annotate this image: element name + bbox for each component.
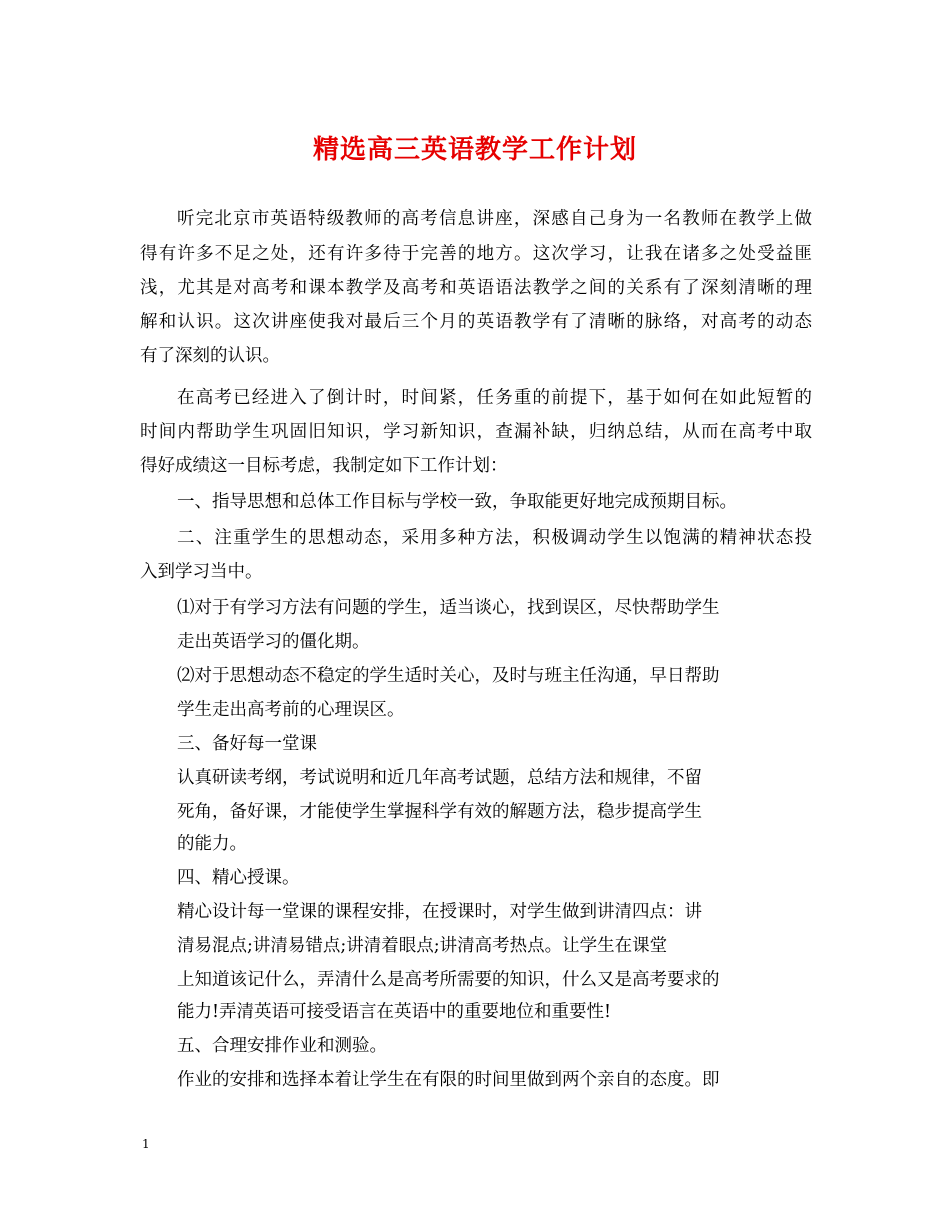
paragraph-line: 时间内帮助学生巩固旧知识，学习新知识，查漏补缺，归纳总结，从而在高考中取	[140, 422, 812, 442]
paragraph-line: ⑵对于思想动态不稳定的学生适时关心，及时与班主任沟通，早日帮助	[177, 666, 720, 686]
paragraph-line: 精心设计每一堂课的课程安排，在授课时，对学生做到讲清四点：讲	[177, 902, 702, 922]
paragraph-line: 入到学习当中。	[140, 562, 263, 582]
paragraph-line: 在高考已经进入了倒计时，时间紧，任务重的前提下，基于如何在如此短暂的	[177, 388, 812, 408]
paragraph-line: 的能力。	[177, 834, 247, 854]
paragraph-line: 解和认识。这次讲座使我对最后三个月的英语教学有了清晰的脉络，对高考的动态	[140, 312, 812, 332]
paragraph-line: 能力!弄清英语可接受语言在英语中的重要地位和重要性!	[177, 1002, 612, 1022]
paragraph-line: 清易混点;讲清易错点;讲清着眼点;讲清高考热点。让学生在课堂	[177, 936, 668, 956]
paragraph-line: 作业的安排和选择本着让学生在有限的时间里做到两个亲自的态度。即	[177, 1070, 720, 1090]
paragraph-line: 走出英语学习的僵化期。	[177, 632, 370, 652]
paragraph-line: 一、指导思想和总体工作目标与学校一致，争取能更好地完成预期目标。	[177, 492, 737, 512]
paragraph-line: 二、注重学生的思想动态，采用多种方法，积极调动学生以饱满的精神状态投	[177, 528, 812, 548]
paragraph-line: 有了深刻的认识。	[140, 346, 280, 366]
paragraph-line: 学生走出高考前的心理误区。	[177, 700, 405, 720]
paragraph-line: 四、精心授课。	[177, 868, 300, 888]
paragraph-line: 浅，尤其是对高考和课本教学及高考和英语语法教学之间的关系有了深刻清晰的理	[140, 278, 812, 298]
paragraph-line: ⑴对于有学习方法有问题的学生，适当谈心，找到误区，尽快帮助学生	[177, 598, 720, 618]
paragraph-line: 得有许多不足之处，还有许多待于完善的地方。这次学习，让我在诸多之处受益匪	[140, 244, 812, 264]
document-title: 精选高三英语教学工作计划	[312, 135, 637, 165]
paragraph-line: 三、备好每一堂课	[177, 734, 317, 754]
page-number: 1	[142, 1137, 150, 1151]
paragraph-line: 听完北京市英语特级教师的高考信息讲座，深感自己身为一名教师在教学上做	[177, 209, 812, 229]
paragraph-line: 五、合理安排作业和测验。	[177, 1036, 387, 1056]
paragraph-line: 上知道该记什么，弄清什么是高考所需要的知识，什么又是高考要求的	[177, 970, 720, 990]
paragraph-line: 得好成绩这一目标考虑，我制定如下工作计划：	[140, 456, 508, 476]
paragraph-line: 死角，备好课，才能使学生掌握科学有效的解题方法，稳步提高学生	[177, 802, 702, 822]
paragraph-line: 认真研读考纲，考试说明和近几年高考试题，总结方法和规律，不留	[177, 768, 702, 788]
